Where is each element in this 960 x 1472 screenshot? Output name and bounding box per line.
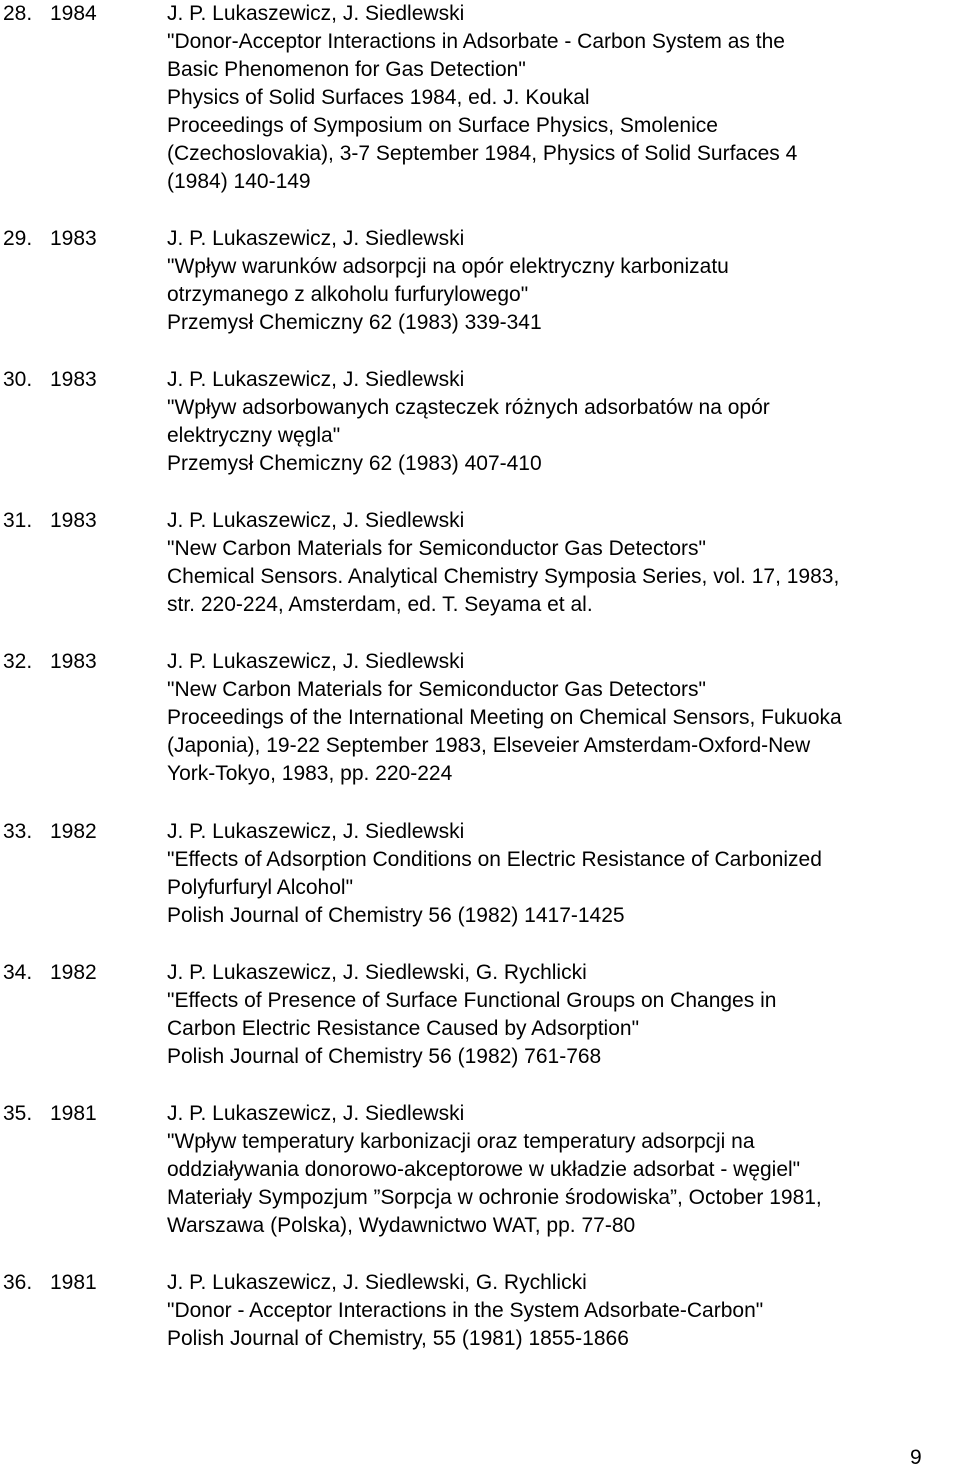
- entry-number: 30.: [3, 368, 33, 391]
- entry-year: 1982: [50, 961, 97, 984]
- entry-year: 1984: [50, 2, 97, 25]
- entry-number: 28.: [3, 2, 33, 25]
- entry-line: Polish Journal of Chemistry, 55 (1981) 1855-1866: [167, 1327, 629, 1350]
- entry-line: "Wpływ warunków adsorpcji na opór elektryczny karbonizatu: [167, 255, 729, 278]
- entry-line: Basic Phenomenon for Gas Detection": [167, 58, 526, 81]
- entry-line: Przemysł Chemiczny 62 (1983) 339-341: [167, 311, 542, 334]
- entry-authors: J. P. Lukaszewicz, J. Siedlewski: [167, 820, 465, 843]
- entry-line: (Czechoslovakia), 3-7 September 1984, Physics of Solid Surfaces 4: [167, 142, 798, 165]
- entry-line: "Wpływ adsorbowanych cząsteczek różnych adsorbatów na opór: [167, 396, 770, 419]
- entry-authors: J. P. Lukaszewicz, J. Siedlewski: [167, 650, 465, 673]
- entry-number: 31.: [3, 509, 33, 532]
- entry-line: otrzymanego z alkoholu furfurylowego": [167, 283, 529, 306]
- entry-line: Polish Journal of Chemistry 56 (1982) 761-768: [167, 1045, 602, 1068]
- entry-line: Proceedings of Symposium on Surface Physics, Smolenice: [167, 114, 718, 137]
- entry-number: 36.: [3, 1271, 33, 1294]
- entry-year: 1983: [50, 509, 97, 532]
- entry-line: York-Tokyo, 1983, pp. 220-224: [167, 762, 453, 785]
- entry-authors: J. P. Lukaszewicz, J. Siedlewski: [167, 227, 465, 250]
- entry-authors: J. P. Lukaszewicz, J. Siedlewski: [167, 509, 465, 532]
- entry-year: 1981: [50, 1102, 97, 1125]
- entry-line: "New Carbon Materials for Semiconductor Gas Detectors": [167, 537, 706, 560]
- entry-line: Materiały Sympozjum ”Sorpcja w ochronie środowiska”, October 1981,: [167, 1186, 822, 1209]
- entry-number: 33.: [3, 820, 33, 843]
- entry-line: "New Carbon Materials for Semiconductor Gas Detectors": [167, 678, 706, 701]
- entry-line: "Donor - Acceptor Interactions in the System Adsorbate-Carbon": [167, 1299, 764, 1322]
- entry-line: elektryczny węgla": [167, 424, 341, 447]
- entry-year: 1982: [50, 820, 97, 843]
- entry-authors: J. P. Lukaszewicz, J. Siedlewski: [167, 2, 465, 25]
- entry-line: (1984) 140-149: [167, 170, 311, 193]
- entry-line: Proceedings of the International Meeting on Chemical Sensors, Fukuoka: [167, 706, 842, 729]
- entry-year: 1983: [50, 227, 97, 250]
- entry-line: Warszawa (Polska), Wydawnictwo WAT, pp. 77-80: [167, 1214, 636, 1237]
- entry-line: Polyfurfuryl Alcohol": [167, 876, 354, 899]
- entry-line: (Japonia), 19-22 September 1983, Elseveier Amsterdam-Oxford-New: [167, 734, 811, 757]
- entry-number: 35.: [3, 1102, 33, 1125]
- entry-line: "Effects of Adsorption Conditions on Electric Resistance of Carbonized: [167, 848, 822, 871]
- entry-line: "Donor-Acceptor Interactions in Adsorbate - Carbon System as the: [167, 30, 785, 53]
- entry-authors: J. P. Lukaszewicz, J. Siedlewski: [167, 368, 465, 391]
- entry-authors: J. P. Lukaszewicz, J. Siedlewski: [167, 1102, 465, 1125]
- entry-number: 32.: [3, 650, 33, 673]
- entry-line: str. 220-224, Amsterdam, ed. T. Seyama et al.: [167, 593, 593, 616]
- entry-authors: J. P. Lukaszewicz, J. Siedlewski, G. Rychlicki: [167, 1271, 587, 1294]
- entry-authors: J. P. Lukaszewicz, J. Siedlewski, G. Rychlicki: [167, 961, 587, 984]
- entry-line: Chemical Sensors. Analytical Chemistry Symposia Series, vol. 17, 1983,: [167, 565, 840, 588]
- entry-line: Physics of Solid Surfaces 1984, ed. J. Koukal: [167, 86, 590, 109]
- entry-year: 1983: [50, 368, 97, 391]
- entry-line: Polish Journal of Chemistry 56 (1982) 1417-1425: [167, 904, 625, 927]
- entry-line: Przemysł Chemiczny 62 (1983) 407-410: [167, 452, 542, 475]
- entry-line: "Wpływ temperatury karbonizacji oraz temperatury adsorpcji na: [167, 1130, 755, 1153]
- page-number: 9: [910, 1446, 922, 1469]
- entry-line: oddziaływania donorowo-akceptorowe w układzie adsorbat - węgiel": [167, 1158, 801, 1181]
- entry-year: 1983: [50, 650, 97, 673]
- entry-line: Carbon Electric Resistance Caused by Adsorption": [167, 1017, 640, 1040]
- entry-number: 34.: [3, 961, 33, 984]
- entry-year: 1981: [50, 1271, 97, 1294]
- entry-number: 29.: [3, 227, 33, 250]
- entry-line: "Effects of Presence of Surface Functional Groups on Changes in: [167, 989, 777, 1012]
